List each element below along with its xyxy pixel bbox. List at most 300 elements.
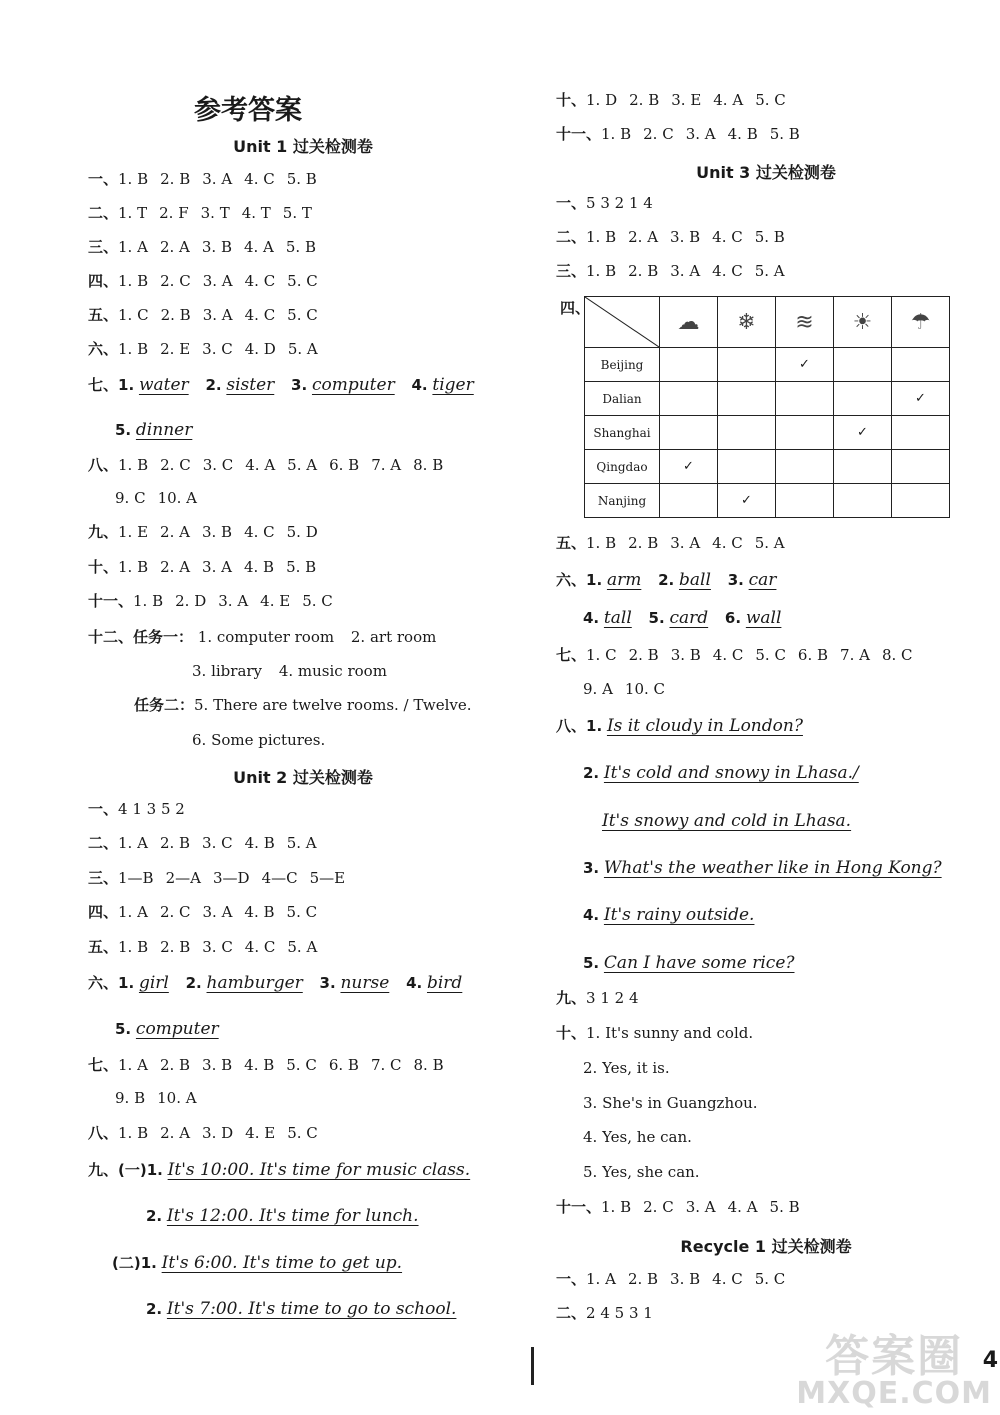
answer-item: 3. C	[202, 834, 233, 852]
answer-item: 6. B	[797, 646, 829, 664]
answer-item: 3. D	[202, 1124, 234, 1142]
answer-item: 2. A	[160, 1124, 191, 1142]
answer-row	[88, 305, 330, 325]
answer-row	[583, 953, 795, 973]
answer-item: 8. B	[413, 1056, 444, 1074]
item-number: 3.	[319, 974, 336, 992]
sunny-icon-cell	[834, 297, 892, 348]
item-number: 1.	[118, 974, 135, 992]
answer-item: 4. C	[712, 1270, 743, 1288]
answer-item: 9. B	[115, 1089, 146, 1107]
question-number: 五、	[88, 306, 119, 324]
handwritten-answer: It's 7:00. It's time to go to school.	[166, 1299, 457, 1319]
item-number: 2.	[185, 974, 202, 992]
question-number: 十一、	[88, 592, 134, 610]
answer-item: 10. A	[157, 489, 198, 507]
page-number: 4	[982, 1348, 998, 1373]
answer-row	[88, 591, 345, 611]
answer-item: 4. A	[245, 456, 276, 474]
check-cell	[718, 348, 776, 382]
check-cell	[834, 450, 892, 484]
answer-item: 4. C	[712, 228, 743, 246]
answer-text: 4. music room	[278, 662, 387, 680]
answer-item: 3. B	[201, 238, 232, 256]
city-cell: Beijing	[585, 348, 660, 382]
item-number: 2.	[146, 1207, 163, 1225]
answer-item: 4. C	[712, 534, 743, 552]
answer-row	[88, 868, 357, 888]
table-row	[585, 348, 950, 382]
answer-row	[556, 1303, 653, 1323]
handwritten-answer: girl	[138, 973, 169, 993]
answer-item: 3—D	[212, 868, 250, 887]
answer-item: 5. D	[286, 523, 318, 541]
answer-item: 3. A	[670, 262, 701, 280]
question-number: 一、	[88, 800, 119, 818]
answer-row	[88, 902, 329, 922]
item-number: 2.	[146, 1300, 163, 1318]
check-cell	[834, 484, 892, 518]
answer-item: 1. D	[586, 91, 618, 109]
answer-item: 3. B	[670, 1270, 701, 1288]
check-cell: ✓	[892, 382, 950, 416]
item-number: 4.	[411, 376, 428, 394]
answer-item: 1. B	[586, 262, 617, 280]
answer-item: 4. C	[712, 262, 743, 280]
cloudy-icon-cell	[660, 297, 718, 348]
answer-row	[88, 799, 185, 819]
watermark-top: 答案圈	[825, 1331, 964, 1382]
answer-item: 2. B	[627, 1270, 659, 1288]
answer-item: 2—A	[165, 868, 201, 887]
question-number: 三、	[88, 238, 119, 256]
handwritten-answer: water	[138, 375, 189, 395]
answer-row	[556, 193, 653, 213]
answer-item: 4. C	[712, 646, 744, 664]
page-title: 参考答案	[194, 95, 302, 126]
question-number: 四、	[560, 299, 591, 317]
answer-item: 1. B	[601, 125, 632, 143]
answer-item: 1. B	[118, 456, 149, 474]
answer-row	[602, 811, 851, 831]
handwritten-answer: dinner	[135, 420, 193, 440]
answer-item: 6. B	[329, 456, 360, 474]
question-number: 八、	[88, 1124, 119, 1142]
answer-item: 5—E	[309, 868, 346, 887]
answer-item: 3. E	[671, 91, 702, 109]
question-number: 七、	[88, 376, 119, 394]
question-number: 五、	[556, 534, 587, 552]
answer-item: 5. B	[286, 170, 317, 188]
answer-item: 3. A	[685, 1198, 716, 1216]
answer-item: 1—B	[118, 868, 154, 887]
watermark-logo	[796, 1331, 992, 1411]
diagonal-line	[585, 297, 659, 347]
answer-text: 2. art room	[350, 628, 437, 646]
answer-item: 10. A	[157, 1089, 197, 1107]
answer-row	[88, 1055, 456, 1075]
question-number: 六、	[556, 571, 587, 589]
answer-item: 4. C	[244, 272, 276, 290]
answer-item: 5. T	[282, 204, 312, 222]
answer-item: 5. C	[754, 1270, 786, 1288]
city-cell: Dalian	[585, 382, 660, 416]
answer-item: 3. B	[201, 523, 233, 541]
check-cell	[776, 382, 834, 416]
check-cell	[660, 416, 718, 450]
item-number: 1.	[146, 1161, 163, 1179]
question-number: 十一、	[556, 125, 602, 143]
question-number: 一、	[88, 170, 119, 188]
handwritten-answer: It's rainy outside.	[603, 905, 755, 925]
answer-row	[112, 1253, 402, 1273]
answer-row	[556, 533, 797, 553]
check-cell	[718, 450, 776, 484]
answer-row	[88, 169, 329, 189]
answer-item: 5. A	[287, 456, 318, 474]
answer-text: 2. Yes, it is.	[583, 1059, 670, 1077]
check-cell	[660, 484, 718, 518]
question-number: 十二、任务一：	[88, 628, 194, 646]
answer-row	[556, 1197, 812, 1217]
handwritten-answer: It's 6:00. It's time to get up.	[161, 1253, 403, 1273]
answer-item: 3. B	[670, 646, 701, 664]
answer-row	[583, 679, 677, 699]
question-number: 四、	[88, 903, 119, 921]
answer-item: 2. C	[159, 903, 191, 921]
item-number: 1.	[140, 1254, 157, 1272]
answer-item: 3. A	[202, 557, 232, 576]
unit2-title: Unit 2 过关检测卷	[233, 768, 373, 787]
answer-item: 1. A	[118, 1056, 148, 1074]
answer-item: 2. B	[159, 1056, 191, 1074]
answer-item: 4. A	[713, 91, 744, 109]
answer-item: 5. C	[287, 272, 318, 290]
answer-item: 1. C	[586, 646, 617, 664]
answer-row	[556, 988, 639, 1008]
city-cell: Qingdao	[585, 450, 660, 484]
answer-row	[115, 1088, 209, 1108]
answer-item: 3. C	[202, 456, 234, 474]
question-number: (二)	[112, 1254, 141, 1272]
question-number: 二、	[88, 204, 119, 222]
question-number: 八、	[556, 717, 587, 735]
unit3-title: Unit 3 过关检测卷	[696, 163, 836, 182]
handwritten-answer: It's snowy and cold in Lhasa.	[602, 811, 852, 831]
handwritten-answer: car	[748, 570, 777, 590]
answer-item: 3. T	[200, 204, 230, 222]
answer-row	[583, 1127, 692, 1147]
answer-row	[88, 522, 330, 542]
answer-row	[146, 1206, 419, 1226]
answer-item: 2. B	[160, 937, 191, 956]
item-number: 4.	[583, 906, 600, 924]
answer-item: 4. B	[243, 557, 275, 576]
answer-item: 4. B	[244, 903, 275, 921]
check-cell	[718, 416, 776, 450]
answer-row	[556, 90, 798, 110]
answer-text: 4. Yes, he can.	[583, 1128, 692, 1146]
check-cell: ✓	[718, 484, 776, 518]
task-label: 任务二：	[134, 696, 195, 714]
answer-item: 5. B	[285, 238, 316, 256]
table-row	[585, 484, 950, 518]
answer-row	[115, 1019, 219, 1039]
check-cell	[892, 416, 950, 450]
answer-row	[556, 570, 776, 590]
question-number: 四、	[88, 272, 119, 290]
answer-item: 9. A	[583, 680, 613, 698]
answer-item: 4. C	[244, 523, 275, 541]
answer-item: 3. A	[202, 903, 233, 921]
answer-row	[115, 488, 209, 508]
answer-item: 4. D	[244, 340, 276, 358]
question-number: 六、	[88, 974, 119, 992]
answer-item: 2. B	[159, 834, 191, 852]
handwritten-answer: It's 12:00. It's time for lunch.	[166, 1206, 419, 1226]
handwritten-answer: hamburger	[206, 973, 303, 993]
answer-item: 1. E	[118, 523, 149, 541]
answer-item: 2. A	[160, 557, 191, 576]
answer-row	[556, 645, 925, 665]
item-number: 2.	[658, 571, 675, 589]
answer-row	[556, 716, 803, 736]
answer-item: 4. E	[260, 592, 291, 610]
handwritten-answer: computer	[135, 1019, 219, 1039]
table-row	[585, 450, 950, 484]
question-number: 二、	[88, 834, 119, 852]
answer-item: 9. C	[115, 489, 146, 507]
answer-item: 5. A	[287, 340, 318, 358]
answer-row	[88, 271, 330, 291]
item-number: 2.	[583, 764, 600, 782]
answer-text: 3 1 2 4	[586, 989, 639, 1007]
handwritten-answer: sister	[226, 375, 275, 395]
answer-item: 2. B	[629, 91, 660, 109]
answer-row	[583, 763, 859, 783]
answer-row	[88, 455, 455, 475]
item-number: 5.	[115, 1020, 132, 1038]
check-cell	[892, 450, 950, 484]
answer-row	[583, 1162, 700, 1182]
answer-item: 1. B	[118, 170, 149, 188]
answer-row	[88, 833, 329, 853]
answer-item: 5. C	[287, 306, 318, 324]
answer-item: 5. A	[754, 534, 785, 552]
answer-row	[88, 375, 474, 395]
table-row	[585, 416, 950, 450]
answer-row	[88, 1123, 330, 1143]
answer-item: 2. F	[159, 204, 189, 222]
answer-item: 7. A	[840, 646, 870, 664]
answer-text: 1. computer room	[197, 628, 335, 646]
city-cell: Nanjing	[585, 484, 660, 518]
answer-row	[583, 1093, 758, 1113]
answer-row	[88, 557, 328, 577]
answer-text: 2 4 5 3 1	[586, 1304, 653, 1322]
check-cell: ✓	[660, 450, 718, 484]
answer-row	[88, 237, 328, 257]
answer-text: 5. There are twelve rooms. / Twelve.	[194, 696, 472, 714]
diagonal-header-cell	[585, 297, 660, 348]
handwritten-answer: What's the weather like in Hong Kong?	[603, 858, 942, 878]
question-number: 七、	[88, 1056, 119, 1074]
answer-item: 4. C	[244, 306, 276, 324]
answer-item: 4. C	[244, 170, 275, 188]
answer-item: 2. B	[628, 646, 659, 664]
answer-item: 2. C	[160, 456, 191, 474]
windy-icon-cell	[776, 297, 834, 348]
answer-item: 5. C	[755, 91, 786, 109]
recycle1-title: Recycle 1 过关检测卷	[680, 1237, 852, 1256]
question-number: 九、	[88, 523, 119, 541]
answer-row	[583, 1058, 670, 1078]
pen-mark	[531, 1347, 534, 1385]
answer-item: 4. B	[244, 834, 275, 852]
unit1-title: Unit 1 过关检测卷	[233, 137, 373, 156]
answer-item: 6. B	[328, 1056, 359, 1074]
answer-item: 5. C	[287, 1124, 318, 1142]
check-cell	[660, 382, 718, 416]
answer-row	[556, 1269, 797, 1289]
answer-row	[192, 661, 387, 681]
item-number: 3.	[727, 571, 744, 589]
city-cell: Shanghai	[585, 416, 660, 450]
answer-item: 5. B	[769, 1198, 800, 1216]
windy-icon: ≋	[795, 309, 814, 335]
answer-item: 5. C	[302, 592, 333, 610]
handwritten-answer: Can I have some rice?	[603, 953, 795, 973]
answer-item: 1. B	[118, 557, 149, 576]
check-cell	[834, 382, 892, 416]
question-number: 六、	[88, 340, 119, 358]
answer-item: 4. B	[244, 1056, 275, 1074]
answer-row	[88, 973, 462, 993]
answer-item: 4. B	[727, 125, 758, 143]
answer-item: 3. A	[202, 170, 233, 188]
answer-item: 1. B	[133, 592, 164, 610]
answer-item: 8. B	[413, 456, 444, 474]
answer-item: 5. A	[287, 937, 318, 956]
answer-item: 2. B	[160, 306, 191, 324]
handwritten-answer: arm	[606, 570, 642, 590]
handwritten-answer: tall	[603, 608, 632, 628]
answer-text: 3. She's in Guangzhou.	[583, 1094, 758, 1112]
handwritten-answer: Is it cloudy in London?	[606, 716, 803, 736]
answer-item: 5. A	[286, 834, 317, 852]
answer-item: 3. A	[202, 272, 233, 290]
table-header-row	[585, 297, 950, 348]
check-cell: ✓	[776, 348, 834, 382]
item-number: 5.	[115, 421, 132, 439]
cloudy-icon: ☁	[677, 309, 700, 335]
answer-item: 3. B	[202, 1056, 233, 1074]
answer-text: 5 3 2 1 4	[586, 194, 653, 212]
answer-row	[88, 1160, 470, 1180]
answer-item: 4. T	[241, 204, 271, 222]
answer-item: 1. C	[118, 306, 149, 324]
answer-row	[88, 203, 324, 223]
answer-item: 2. A	[628, 228, 659, 246]
handwritten-answer: bird	[426, 973, 463, 993]
question-number: 三、	[556, 262, 587, 280]
weather-table	[584, 296, 950, 518]
answer-text: 4 1 3 5 2	[118, 800, 185, 818]
answer-item: 5. B	[754, 228, 785, 246]
item-number: 1.	[586, 571, 603, 589]
item-number: 6.	[724, 609, 742, 627]
item-number: 5.	[648, 609, 665, 627]
answer-row	[556, 1023, 753, 1043]
question-number: 五、	[88, 937, 119, 956]
question-number: 十、	[88, 557, 119, 576]
answer-item: 3. B	[670, 228, 701, 246]
question-number: 九、	[556, 989, 587, 1007]
answer-item: 5. C	[755, 646, 786, 664]
table-row	[585, 382, 950, 416]
answer-item: 3. A	[685, 125, 716, 143]
check-cell	[892, 348, 950, 382]
answer-item: 2. B	[628, 262, 659, 280]
item-number: 1.	[586, 717, 603, 735]
check-cell	[776, 450, 834, 484]
answer-row	[556, 227, 797, 247]
answer-item: 7. A	[371, 456, 402, 474]
check-cell	[892, 484, 950, 518]
answer-item: 2. B	[160, 170, 191, 188]
answer-item: 1. B	[118, 937, 149, 956]
item-number: 3.	[583, 859, 600, 877]
question-number: 九、(一)	[88, 1161, 147, 1179]
check-cell: ✓	[834, 416, 892, 450]
check-cell	[718, 382, 776, 416]
answer-item: 7. C	[370, 1056, 402, 1074]
answer-item: 4. C	[244, 937, 276, 956]
answer-item: 3. C	[202, 937, 233, 956]
answer-item: 5. B	[286, 557, 317, 576]
answer-item: 2. C	[643, 1198, 674, 1216]
answer-row	[556, 261, 797, 281]
answer-item: 3. A	[670, 534, 701, 552]
answer-item: 1. B	[586, 228, 617, 246]
answer-item: 2. D	[175, 592, 207, 610]
answer-row	[192, 730, 325, 750]
answer-item: 4. A	[727, 1198, 758, 1216]
item-number: 3.	[291, 376, 308, 394]
answer-row	[583, 905, 754, 925]
question-number: 十一、	[556, 1198, 602, 1216]
answer-item: 1. B	[118, 272, 149, 290]
answer-item: 1. A	[118, 834, 148, 852]
question-number: 十、	[556, 1024, 587, 1042]
answer-row	[146, 1299, 456, 1319]
answer-item: 2. A	[159, 238, 190, 256]
check-cell	[660, 348, 718, 382]
answer-item: 10. C	[624, 680, 666, 698]
answer-row	[88, 339, 330, 359]
handwritten-answer: computer	[311, 375, 395, 395]
answer-text: 5. Yes, she can.	[583, 1163, 700, 1181]
check-cell	[834, 348, 892, 382]
answer-item: 1. A	[586, 1270, 616, 1288]
question-number: 十、	[556, 91, 587, 109]
answer-item: 1. B	[601, 1198, 632, 1216]
question-number: 七、	[556, 646, 587, 664]
item-number: 1.	[118, 376, 135, 394]
answer-item: 1. A	[118, 903, 148, 921]
answer-item: 2. A	[160, 523, 190, 541]
question-number: 二、	[556, 1304, 587, 1322]
